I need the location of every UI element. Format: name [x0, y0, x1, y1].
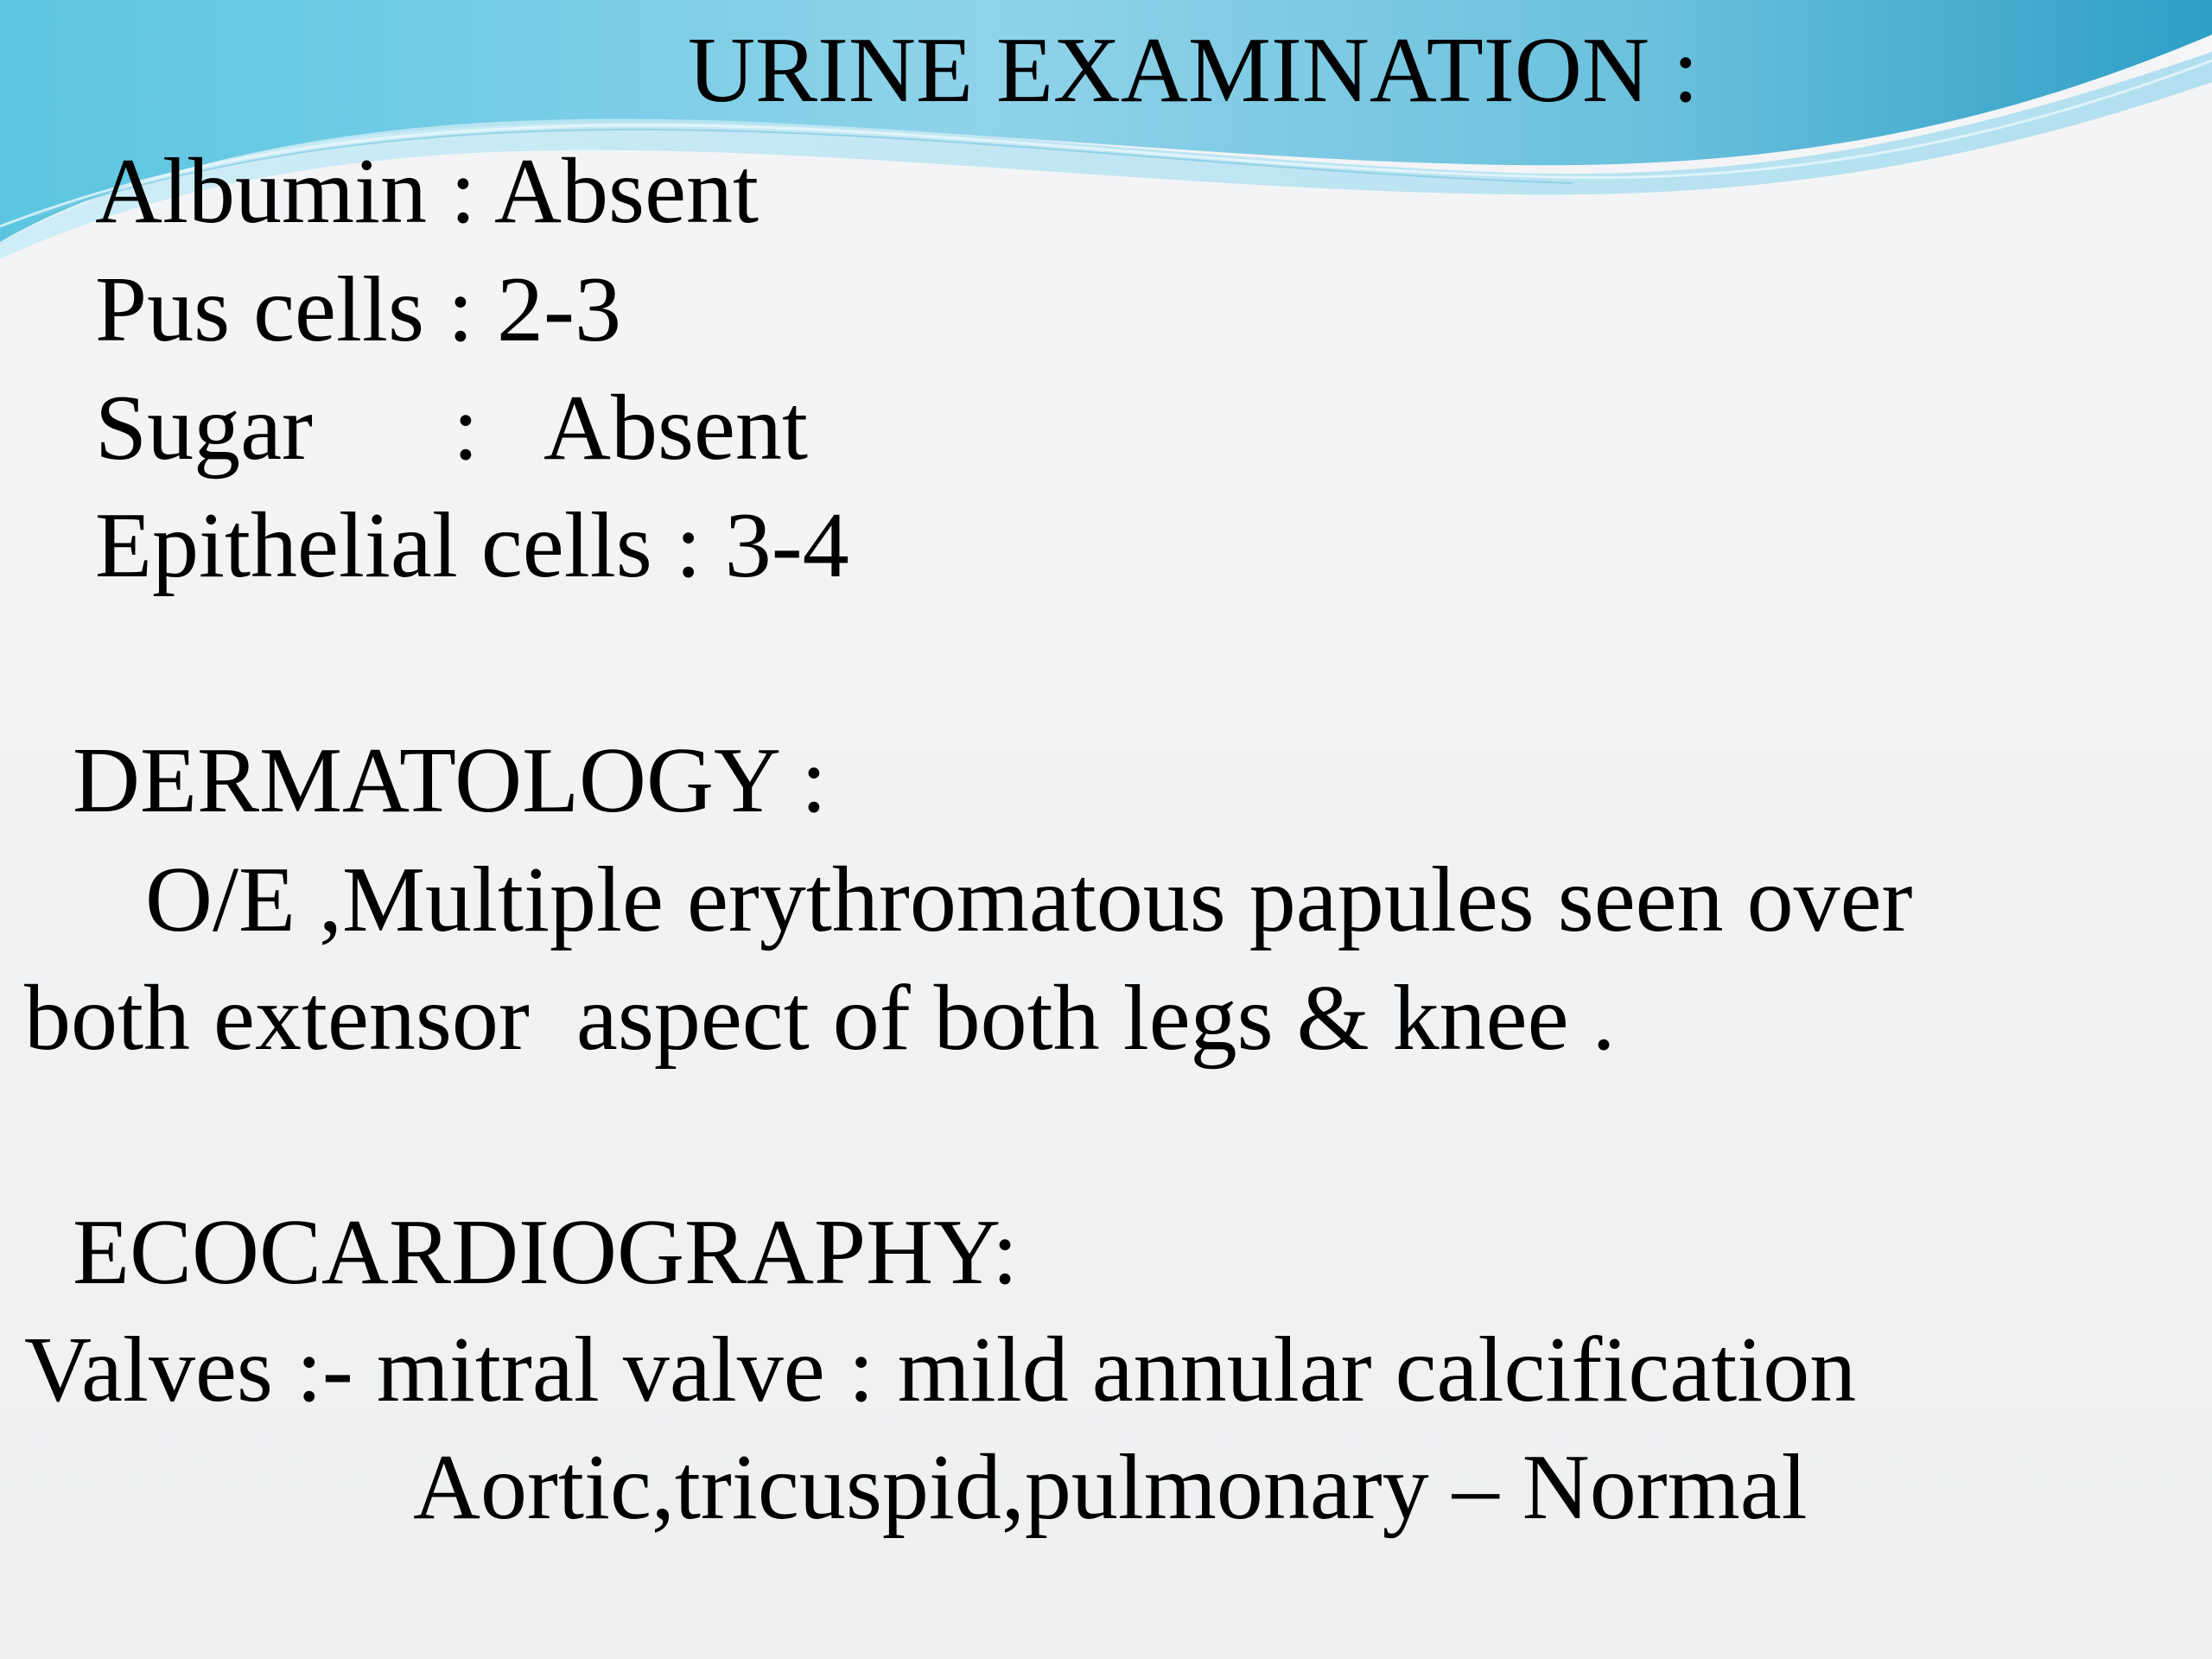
dermatology-heading: DERMATOLOGY : — [73, 729, 828, 832]
sugar-line: Sugar : Absent — [95, 377, 808, 480]
albumin-line: Albumin : Absent — [95, 140, 760, 243]
pus-cells-line: Pus cells : 2-3 — [95, 258, 621, 361]
dermatology-finding-line-1: O/E ,Multiple erythromatous papules seen over — [145, 849, 1913, 951]
echo-normal-valves-line: Aortic,tricuspid,pulmonary – Normal — [413, 1436, 1808, 1539]
epithelial-cells-line: Epithelial cells : 3-4 — [95, 494, 849, 597]
urine-heading: URINE EXAMINATION : — [688, 19, 1699, 122]
echo-valves-line: Valves :- mitral valve : mild annular calcification — [24, 1319, 1857, 1421]
echo-heading: ECOCARDIOGRAPHY: — [73, 1201, 1019, 1304]
dermatology-finding-line-2: both extensor aspect of both legs & knee . — [24, 967, 1616, 1070]
